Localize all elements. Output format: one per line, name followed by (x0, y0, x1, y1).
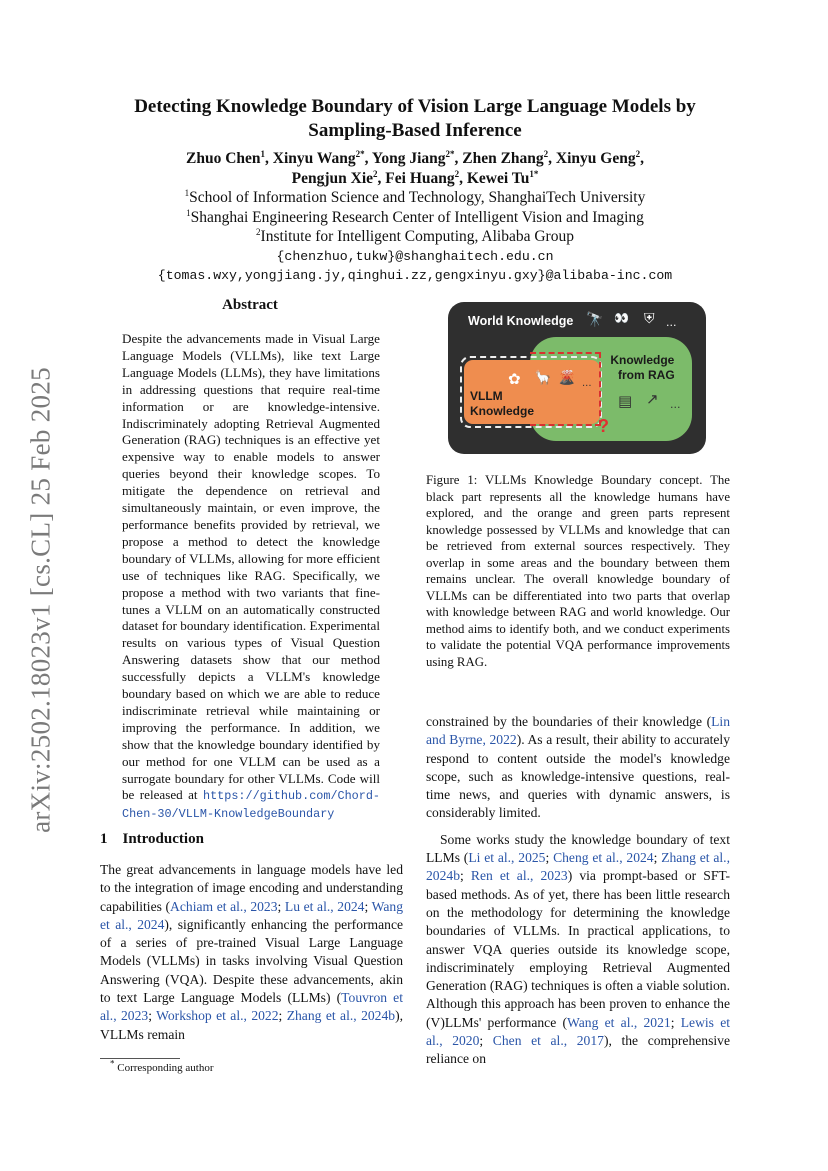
affiliation-text: Institute for Intelligent Computing, Alibaba Group (260, 228, 574, 245)
volcano-icon: 🌋 (558, 370, 576, 386)
author-mark: 2* (355, 148, 365, 159)
llama-icon: 🦙 (534, 370, 552, 386)
affiliation (100, 227, 730, 247)
affiliation-text: School of Information Science and Technology, ShanghaiTech University (189, 189, 646, 206)
citation-separator: ; (545, 850, 554, 866)
author: Zhen Zhang (462, 150, 544, 167)
footnote-mark: * (110, 1058, 115, 1069)
paragraph (426, 831, 730, 1069)
world-knowledge-label: World Knowledge (468, 314, 574, 328)
citation-link[interactable]: Touvron et al., 2023 (100, 990, 403, 1024)
body-text: ). As a result, their ability to accurately respond to content outside the model's knowledge scope, such as knowledge-intensive questions, real-time news, and queries with dynamic answers, is considerably limited. (426, 732, 731, 821)
vllm-label (470, 389, 534, 419)
author: Pengjun Xie (291, 170, 374, 187)
citation-link[interactable]: Lin and Byrne, 2022 (426, 714, 730, 748)
email-line-2: {tomas.wxy,yongjiang.jy,qinghui.zz,gengxinyu.gxy}@alibaba-inc.com (157, 268, 673, 283)
author-mark: 2 (373, 168, 378, 179)
email-line-1: {chenzhuo,tukw}@shanghaitech.edu.cn (276, 248, 554, 264)
author-mark: 2 (543, 148, 549, 159)
title-line-1: Detecting Knowledge Boundary of Vision Large Language Models by (134, 96, 696, 117)
vllm-ellipsis: ... (582, 378, 592, 389)
author: Xinyu Wang (272, 150, 356, 167)
body-text: ), significantly enhancing the performance of a series of pre-trained Visual Large Language Models (VLLMs) in tasks involving Visual Question Answering (VQA). Despite these advancements, akin to text Large Language Models (LLMs) ( (100, 916, 404, 1006)
question-mark-icon: ? (598, 416, 609, 436)
news-icon: ▤ (618, 392, 633, 410)
footnote (110, 1058, 214, 1074)
figure-1-caption: Figure 1: VLLMs Knowledge Boundary concept. The black part represents all the knowledge humans have explored, and the orange and green parts represent knowledge possessed by VLLMs and knowledge that can be retrieved from external sources respectively. They overlap in some areas and the boundary between them remains unclear. The overall knowledge boundary of VLLMs can be differentiated into two parts that overlap with knowledge between RAG and world knowledge. Our method aims to identify both, and we conduct experiments to validate the potential VQA performance improvements using RAG. (426, 473, 730, 669)
paragraph (426, 713, 730, 823)
author: Zhuo Chen (186, 150, 261, 167)
citation-link[interactable]: Lewis et al., 2020 (426, 1014, 731, 1049)
affiliation (100, 188, 730, 208)
affil-mark: 1 (186, 207, 191, 218)
affiliations (100, 188, 730, 286)
overlap-boundary-dashed (530, 352, 601, 426)
citation-separator: ; (653, 850, 662, 866)
author: Fei Huang (385, 170, 455, 187)
figure-1 (448, 302, 706, 454)
citation-link[interactable]: Lu et al., 2024 (284, 898, 365, 914)
telescope-icon: 🔭 (586, 312, 604, 328)
citation-separator: ; (670, 1014, 681, 1030)
author: Yong Jiang (371, 150, 446, 167)
abstract-text: Despite the advancements made in Visual Large Language Models (VLLMs), like text Large Language Models (LLMs), they have limitations in addressing questions that require real-time information or are knowledge-intensive. Indiscriminately adopting Retrieval Augmented Generation (RAG) techniques is an effective yet expensive way to enable models to answer queries beyond their knowledge scopes. To mitigate the dependence on retrieval and simultaneously maintain, or even improve, the performance benefits provided by retrieval, we propose a method to detect the knowledge boundary of VLLMs, allowing for more efficient use of techniques like RAG. Specifically, we propose a method with two variants that fine-tunes a VLLM on an automatically constructed dataset for boundary identification. Experimental results on various types of Visual Question Answering datasets show that our method successfully depicts a VLLM's knowledge boundary based on which we are able to reduce indiscriminate retrieval while maintaining or improving the performance. In addition, we show that the knowledge boundary identified by our method for one VLLM can be used as a surrogate boundary for other VLLMs. Code will be released at (122, 331, 380, 803)
citation-link[interactable]: Zhang et al., 2024b (426, 850, 730, 884)
rag-ellipsis: ... (670, 398, 681, 411)
citation-link[interactable]: Ren et al., 2023 (470, 868, 568, 884)
body-text: ), VLLMs remain (100, 1008, 403, 1042)
abstract-body (122, 331, 380, 823)
authors-line-2: Pengjun Xie$^2$, Fei Huang$^2$, Kewei $Tu^{1*}$ (291, 168, 539, 187)
world-ellipsis: ... (666, 316, 677, 329)
citation-link[interactable]: Chen et al., 2017 (492, 1033, 604, 1049)
arxiv-sidebar (16, 330, 66, 870)
citation-separator: ; (479, 1033, 493, 1049)
citation-separator: ; (148, 1008, 157, 1024)
intro-paragraph (100, 861, 403, 1044)
vllm-label-line: VLLM (470, 389, 503, 403)
affil-mark: 1 (184, 187, 190, 198)
paper-title (100, 95, 730, 143)
author-mark: 2* (445, 148, 455, 159)
rag-label-line: Knowledge (610, 353, 675, 367)
body-text: ), the comprehensive reliance on (426, 1033, 730, 1067)
author-mark: 1* (529, 168, 539, 179)
body-text: ) via prompt-based or SFT-based methods. As of yet, there has been little research on the methodology for determining the knowledge boundaries of VLLMs. In practical applications, to answer VQA queries outside its knowledge scope, indiscriminately employing Retrieval Augmented Generation (RAG) techniques is often a viable solution. Although this approach has been proven to enhance the (V)LLMs' performance ( (426, 868, 730, 1030)
right-column-body (426, 713, 730, 1069)
citation-link[interactable]: Zhang et al., 2024b (286, 1008, 396, 1024)
author-mark: 2 (454, 168, 460, 179)
affiliation-text: Shanghai Engineering Research Center of Intelligent Vision and Imaging (190, 208, 644, 226)
citation-link[interactable]: Achiam et al., 2023 (170, 898, 278, 914)
chart-icon: ↗ (646, 390, 659, 408)
author: Kewei Tu (466, 170, 530, 187)
rag-label-line: from RAG (618, 368, 675, 382)
rag-label (610, 353, 675, 383)
citation-link[interactable]: Wang et al., 2021 (567, 1014, 671, 1030)
citation-link[interactable]: Li et al., 2025 (468, 850, 546, 866)
body-text: The great advancements in language models have led to the integration of image encoding and understanding capabilities ( (100, 862, 403, 914)
author: Xinyu Geng (555, 150, 636, 167)
shield-icon: ⛨ (644, 311, 655, 327)
body-text: constrained by the boundaries of their knowledge ( (426, 714, 712, 729)
openai-icon: ✿ (508, 370, 521, 388)
citation-separator: ; (278, 1008, 287, 1024)
citation-link[interactable]: Cheng et al., 2024 (553, 850, 654, 866)
vllm-label-line: Knowledge (470, 404, 535, 418)
abstract-heading: Abstract (222, 297, 278, 313)
footnote-text: Corresponding author (117, 1062, 214, 1074)
title-line-2: Sampling-Based Inference (308, 120, 522, 141)
section-heading-introduction: 1 Introduction (100, 831, 204, 847)
code-url-link[interactable]: https://github.com/Chord-Chen-30/VLLM-KnowledgeBoundary (122, 789, 380, 822)
citation-link[interactable]: Wang et al., 2024 (100, 898, 403, 932)
author-mark: 1 (260, 148, 266, 159)
affil-mark: 2 (256, 226, 261, 237)
author-mark: 2 (635, 148, 641, 159)
arxiv-id[interactable]: arXiv:2502.18023v1 [cs.CL] 25 Feb 2025 (25, 367, 56, 833)
affiliation (100, 208, 730, 228)
citation-link[interactable]: Workshop et al., 2022 (156, 1008, 279, 1024)
body-text: Some works study the knowledge boundary of text LLMs ( (426, 831, 730, 866)
authors-line-1: Zhuo Chen$^1$, Xinyu Wang$^{2*}$, Yong Jiang$^{2*}$, Zhen Zhang$^2$, Xinyu Geng$^2$, (186, 148, 644, 167)
citation-separator: ; (364, 898, 372, 914)
citation-separator: ; (277, 898, 285, 914)
eyes-icon: 👀 (614, 311, 629, 325)
citation-separator: ; (459, 868, 471, 884)
